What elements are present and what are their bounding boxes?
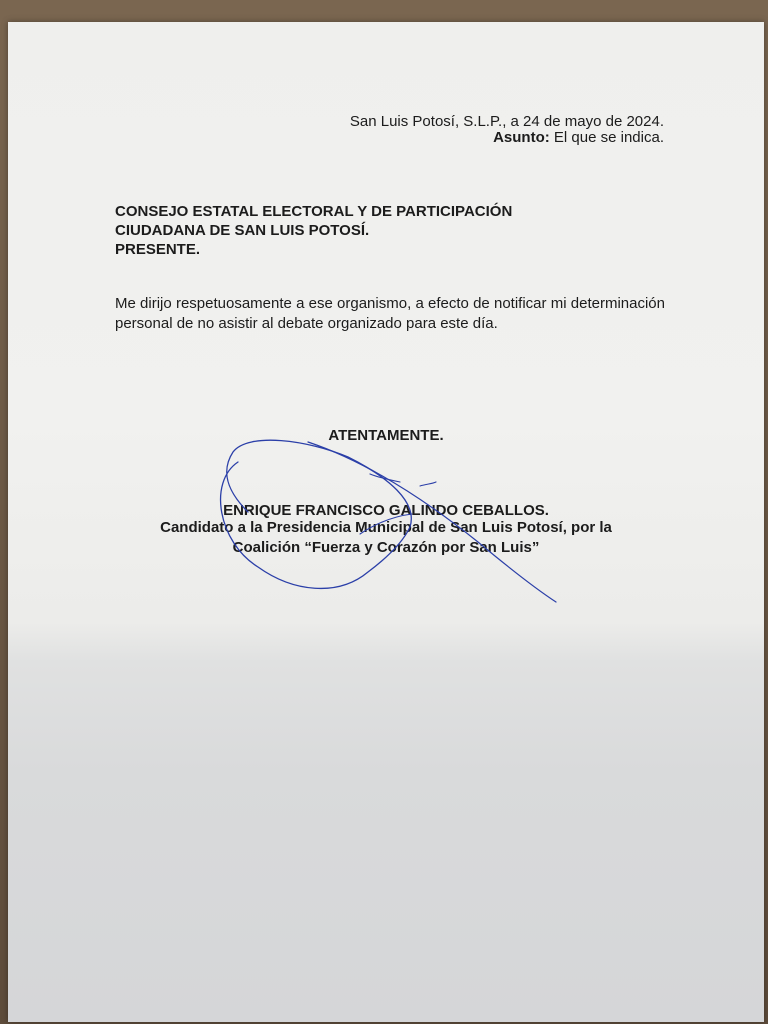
addressee-line: PRESENTE.	[115, 241, 201, 258]
date-line: San Luis Potosí, S.L.P., a 24 de mayo de 2024.	[349, 113, 664, 130]
addressee-line: CONSEJO ESTATAL ELECTORAL Y DE PARTICIPACIÓN	[115, 203, 513, 220]
signer-title-line: Coalición “Fuerza y Corazón por San Luis”	[232, 539, 540, 556]
closing: ATENTAMENTE.	[328, 427, 444, 444]
subject-label: Asunto:	[493, 129, 550, 146]
addressee-block	[115, 202, 675, 259]
addressee-line: CIUDADANA DE SAN LUIS POTOSÍ.	[115, 222, 370, 239]
letter-body: Me dirijo respetuosamente a ese organismo, a efecto de notificar mi determinación personal de no asistir al debate organizado para este día.	[115, 295, 665, 332]
signer-title	[8, 518, 764, 558]
subject-line	[493, 128, 664, 147]
signature-accent-stroke	[370, 474, 436, 486]
subject-value: El que se indica.	[553, 129, 664, 146]
signer-title-line: Candidato a la Presidencia Municipal de San Luis Potosí, por la	[160, 519, 612, 536]
letter-page	[8, 22, 764, 1022]
signer-name: ENRIQUE FRANCISCO GALINDO CEBALLOS.	[223, 502, 549, 519]
